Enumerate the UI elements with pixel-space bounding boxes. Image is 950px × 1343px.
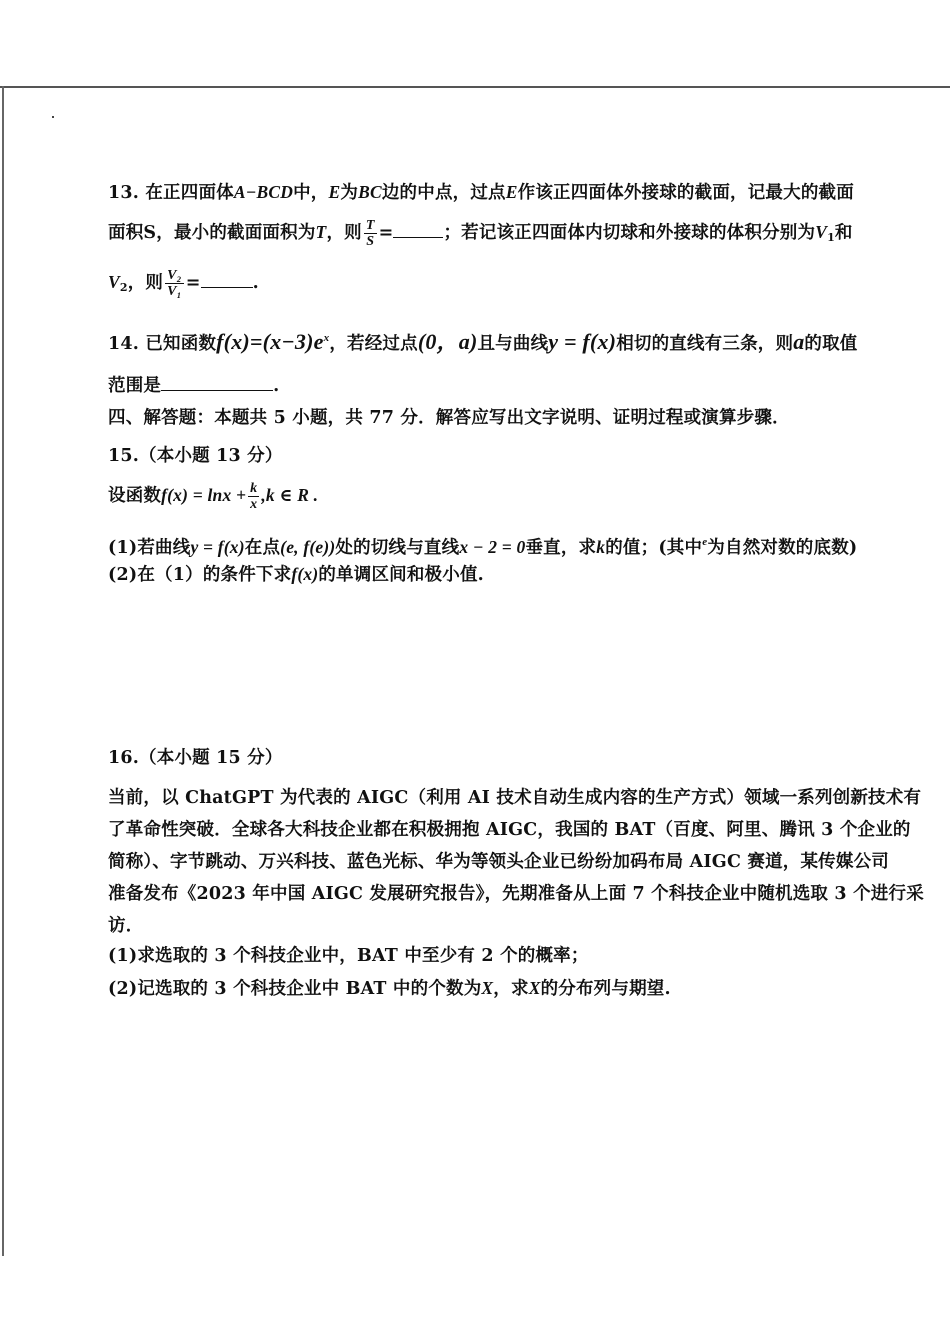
q14-number: 14. xyxy=(108,334,140,354)
q13-subscript: 1 xyxy=(827,231,835,244)
q13-text: 作该正四面体外接球的截面，记最大的截面 xyxy=(517,183,854,203)
q14-text: 范围是 xyxy=(108,376,162,396)
q16-text: (2)记选取的 3 个科技企业中 BAT 中的个数为 xyxy=(108,979,482,999)
answer-blank[interactable] xyxy=(393,223,443,238)
q14-line1 xyxy=(108,326,858,356)
q15-point: (e, f(e)) xyxy=(280,537,336,557)
q14-text: ，若经过点 xyxy=(329,334,418,354)
q15-function: f(x) xyxy=(291,564,319,584)
q13-line3 xyxy=(108,268,259,300)
q13-text: 中， xyxy=(293,183,329,203)
q13-line2 xyxy=(108,218,853,250)
q14-function: f(x)=(x−3)e xyxy=(216,329,324,354)
answer-blank[interactable] xyxy=(161,376,273,391)
fraction-denominator: x xyxy=(250,497,258,512)
q15-text: 处的切线与直线 xyxy=(335,538,460,558)
q15-text: (2)在（1）的条件下求 xyxy=(108,565,292,585)
q16-part1: (1)求选取的 3 个科技企业中，BAT 中至少有 2 个的概率； xyxy=(108,946,589,966)
fraction-denominator: V₁ xyxy=(167,284,182,299)
q13-number: 13. xyxy=(108,183,140,203)
q14-exponent: x xyxy=(323,332,330,344)
q15-line: x − 2 = 0 xyxy=(459,537,526,557)
q13-fraction-v2-over-v1 xyxy=(165,268,184,299)
q14-text: 的取值 xyxy=(804,334,858,354)
q14-text: 已知函数 xyxy=(145,334,217,354)
q13-point-e: E xyxy=(505,182,518,202)
q14-text: 相切的直线有三条，则 xyxy=(616,334,794,354)
fraction-denominator: S xyxy=(366,234,375,249)
q16-text: 的分布列与期望. xyxy=(540,979,671,999)
q13-point-e: E xyxy=(328,182,341,202)
q13-text: 在正四面体 xyxy=(145,183,234,203)
page-left-edge xyxy=(2,86,4,1256)
fraction-numerator: k xyxy=(250,481,258,496)
q15-header: 15.（本小题 13 分） xyxy=(108,446,283,466)
q14-line2 xyxy=(108,374,279,398)
q13-text: ，则 xyxy=(127,273,164,293)
answer-blank[interactable] xyxy=(201,273,253,288)
q15-part1 xyxy=(108,530,857,560)
fraction-numerator: V₂ xyxy=(167,268,182,283)
fraction-numerator: T xyxy=(365,218,375,233)
q13-text: 和 xyxy=(834,223,853,243)
q16-line4: 准备发布《2023 年中国 AIGC 发展研究报告》，先期准备从上面 7 个科技企业中随机选取 3 个进行采 xyxy=(108,884,924,904)
q15-text: 在点 xyxy=(244,538,281,558)
q16-line2: 了革命性突破．全球各大科技企业都在积极拥抱 AIGC，我国的 BAT（百度、阿里、腾讯 3 个企业的 xyxy=(108,820,911,840)
q14-point: (0，a) xyxy=(417,329,478,354)
q14-var-a: a xyxy=(793,329,805,354)
q15-text: (1)若曲线 xyxy=(108,538,191,558)
q15-fraction-k-over-x xyxy=(248,481,259,512)
q13-text: 边的中点，过点 xyxy=(381,183,506,203)
scan-speck xyxy=(52,116,54,118)
q16-text: ，求 xyxy=(493,979,529,999)
q15-var-e: e xyxy=(702,536,708,548)
q15-definition xyxy=(108,481,318,512)
q16-line3: 简称）、字节跳动、万兴科技、蓝色光标、华为等领头企业已纷纷加码布局 AIGC 赛道，某传媒公司 xyxy=(108,852,889,872)
q13-text: = xyxy=(185,273,201,293)
q13-text: = xyxy=(378,223,394,243)
q15-function: f(x) = lnx + xyxy=(161,485,247,505)
q15-var-k: k xyxy=(596,537,606,557)
q15-text: 垂直，求 xyxy=(525,538,597,558)
q15-curve: y = f(x) xyxy=(190,537,245,557)
q13-edge-bc: BC xyxy=(358,182,382,202)
q13-line1 xyxy=(108,180,854,205)
q14-text: . xyxy=(273,376,280,396)
q13-tetrahedron: A−BCD xyxy=(233,182,294,202)
q13-var-v1: V xyxy=(815,222,828,242)
q13-text: 为 xyxy=(340,183,359,203)
q15-text: 的单调区间和极小值. xyxy=(318,565,484,585)
q15-text: 为自然对数的底数) xyxy=(707,538,858,558)
q16-part2 xyxy=(108,976,671,1001)
q16-line1: 当前，以 ChatGPT 为代表的 AIGC（利用 AI 技术自动生成内容的生产方式）领域一系列创新技术有 xyxy=(108,788,922,808)
page-top-edge xyxy=(0,86,950,88)
q15-part2 xyxy=(108,562,484,587)
q14-text: 且与曲线 xyxy=(477,334,549,354)
q13-var-t: T xyxy=(315,222,327,242)
q14-curve: y = f(x) xyxy=(548,329,617,354)
q16-var-x: X xyxy=(481,978,494,998)
q15-text: ,k ∈ R . xyxy=(261,485,319,505)
q13-text: ；若记该正四面体内切球和外接球的体积分别为 xyxy=(443,223,816,243)
q13-fraction-t-over-s xyxy=(364,218,377,249)
q13-text: . xyxy=(252,273,259,293)
q15-text: 的值；(其中 xyxy=(605,538,703,558)
q13-text: 面积S，最小的截面面积为 xyxy=(108,223,316,243)
section-heading: 四、解答题：本题共 5 小题，共 77 分．解答应写出文字说明、证明过程或演算步骤． xyxy=(108,408,790,428)
q13-subscript: 2 xyxy=(119,281,128,294)
q15-text: 设函数 xyxy=(108,486,162,506)
q13-var-v2: V xyxy=(108,272,120,292)
q13-text: ，则 xyxy=(326,223,362,243)
q16-line5: 访． xyxy=(108,916,144,936)
q16-var-x: X xyxy=(528,978,541,998)
q16-header: 16.（本小题 15 分） xyxy=(108,748,283,768)
